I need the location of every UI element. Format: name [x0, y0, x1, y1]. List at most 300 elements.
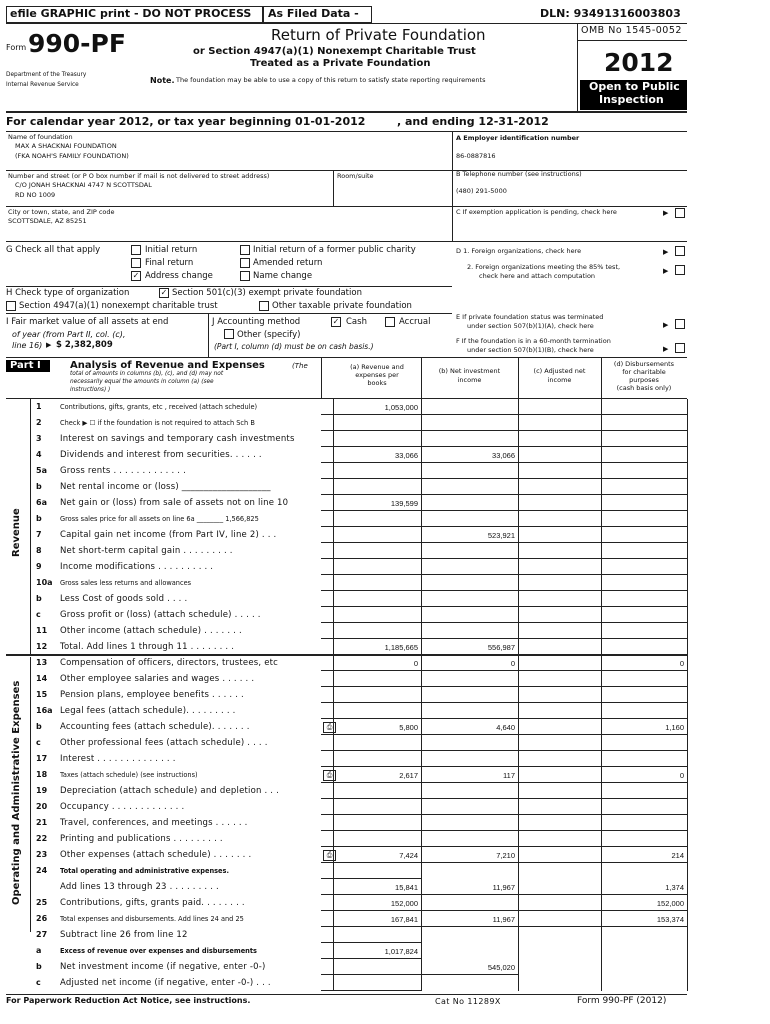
row-number: 11 [36, 626, 48, 635]
cell-col-a [333, 959, 421, 975]
cell-col-a [333, 703, 421, 719]
form-number: 990-PF [28, 29, 126, 58]
final-return-checkbox[interactable] [131, 258, 141, 268]
row-right-border [687, 639, 688, 655]
row-right-border [687, 399, 688, 415]
cell-col-d [601, 959, 687, 975]
cell-col-c [518, 703, 601, 719]
value-col-a: 1,185,665 [384, 643, 418, 652]
cell-col-d [601, 463, 687, 479]
j-label: J Accounting method [212, 317, 301, 327]
row-label: Capital gain net income (from Part IV, line 2) . . . [60, 530, 277, 540]
cell-col-c [518, 655, 601, 671]
row-right-border [687, 735, 688, 751]
value-col-a: 0 [413, 659, 418, 668]
col-a-header-3: books [367, 379, 387, 387]
cell-col-d [601, 415, 687, 431]
omb-number: OMB No 1545-0052 [581, 25, 682, 36]
part-tag: Part I [10, 360, 41, 371]
cell-col-a [333, 607, 421, 623]
cell-col-b [421, 943, 518, 959]
row-right-border [687, 847, 688, 863]
value-col-d: 153,374 [656, 915, 684, 924]
row-number: 13 [36, 658, 48, 667]
cell-col-d [601, 687, 687, 703]
row-right-border [687, 799, 688, 815]
exemption-pending-label: C If exemption application is pending, check here [456, 208, 617, 216]
cell-col-d [601, 607, 687, 623]
row-label: Net short-term capital gain . . . . . . . . . [60, 546, 233, 556]
dept-line2: Internal Revenue Service [6, 82, 79, 88]
cell-col-a [333, 863, 421, 879]
row-number: 14 [36, 674, 48, 683]
row-number: 6a [36, 498, 47, 507]
cell-col-a [333, 463, 421, 479]
cell-col-a [333, 591, 421, 607]
other-method-label: Other (specify) [237, 330, 301, 340]
cell-col-d [601, 767, 687, 783]
row-label: Travel, conferences, and meetings . . . . . . [60, 818, 248, 828]
cell-col-c [518, 879, 601, 895]
cell-col-c [518, 911, 601, 927]
cell-col-c [518, 559, 601, 575]
cell-col-c [518, 607, 601, 623]
row-number: b [36, 482, 42, 491]
row-right-border [687, 447, 688, 463]
row-label: Interest . . . . . . . . . . . . . . [60, 754, 176, 764]
cell-col-b [421, 591, 518, 607]
part-title-note: (The [292, 362, 308, 370]
cell-col-a [333, 751, 421, 767]
cell-col-c [518, 975, 601, 991]
row-right-border [687, 623, 688, 639]
address-change-label: Address change [145, 271, 213, 281]
f-label-1: F If the foundation is in a 60-month termination [456, 337, 611, 345]
note-label: Note. [150, 76, 175, 85]
cell-col-d [601, 479, 687, 495]
col-d-header-1: (d) Disbursements [613, 360, 675, 368]
cell-col-b [421, 543, 518, 559]
row-number: c [36, 978, 41, 987]
ein-value: 86-0887816 [456, 152, 496, 160]
row-number: 25 [36, 898, 48, 907]
cell-col-c [518, 543, 601, 559]
cell-col-b [421, 495, 518, 511]
cell-col-a [333, 655, 421, 671]
f-checkbox[interactable] [675, 343, 685, 353]
row-label: Other expenses (attach schedule) . . . . . . . [60, 850, 252, 860]
row-number: 21 [36, 818, 48, 827]
form-title: Return of Private Foundation [271, 26, 486, 44]
cell-col-c [518, 479, 601, 495]
side-revenue: Revenue [11, 508, 22, 557]
cell-col-c [518, 831, 601, 847]
d1-checkbox[interactable] [675, 246, 685, 256]
col-a-header-1: (a) Revenue and [350, 363, 404, 371]
cell-col-b [421, 463, 518, 479]
row-right-border [687, 943, 688, 959]
value-col-b: 7,210 [496, 851, 515, 860]
row-label: Interest on savings and temporary cash investments [60, 434, 295, 444]
cell-col-d [601, 575, 687, 591]
cell-col-d [601, 431, 687, 447]
e-checkbox[interactable] [675, 319, 685, 329]
col-d-header-4: (cash basis only) [616, 384, 672, 392]
h-501c3-checkbox[interactable]: ✓ [160, 288, 168, 297]
row-right-border [687, 463, 688, 479]
cell-col-a [333, 975, 421, 991]
row-number: 4 [36, 450, 42, 459]
value-col-b: 33,066 [492, 451, 515, 460]
cell-col-c [518, 591, 601, 607]
d1-label: D 1. Foreign organizations, check here [456, 247, 582, 255]
cell-col-b [421, 575, 518, 591]
room-label: Room/suite [337, 172, 374, 180]
cell-col-c [518, 671, 601, 687]
col-d-header-3: purposes [629, 376, 659, 384]
h-501c3-label: Section 501(c)(3) exempt private foundation [172, 288, 362, 298]
efile-text: efile GRAPHIC print - DO NOT PROCESS [10, 7, 252, 20]
cell-col-b [421, 799, 518, 815]
part-title: Analysis of Revenue and Expenses [70, 360, 265, 371]
value-col-a: 5,800 [399, 723, 418, 732]
row-number: 23 [36, 850, 48, 859]
cell-col-d [601, 671, 687, 687]
row-label: Gross sales price for all assets on line 6a ________ 1,566,825 [60, 515, 259, 523]
e-label-1: E If private foundation status was terminated [456, 313, 604, 321]
row-number: 26 [36, 914, 48, 923]
cell-col-d [601, 799, 687, 815]
arrow-icon: ▶ [663, 321, 669, 329]
row-right-border [687, 415, 688, 431]
cell-col-b [421, 863, 518, 879]
cash-label: Cash [346, 317, 367, 327]
value-col-d: 152,000 [656, 899, 684, 908]
cell-col-b [421, 623, 518, 639]
row-right-border [687, 575, 688, 591]
row-right-border [687, 831, 688, 847]
row-right-border [687, 911, 688, 927]
cell-col-c [518, 495, 601, 511]
value-col-b: 11,967 [492, 915, 515, 924]
cell-col-c [518, 527, 601, 543]
cell-col-c [518, 639, 601, 655]
row-label: Excess of revenue over expenses and disbursements [60, 947, 257, 955]
cell-col-b [421, 511, 518, 527]
value-col-a: 1,017,824 [384, 947, 418, 956]
cell-col-d [601, 943, 687, 959]
attachment-icon[interactable]: ⎙ [323, 850, 336, 861]
cell-col-c [518, 815, 601, 831]
cell-col-c [518, 399, 601, 415]
cell-col-d [601, 863, 687, 879]
filed-text: As Filed Data - [268, 7, 359, 20]
row-right-border [687, 783, 688, 799]
cell-col-a [333, 559, 421, 575]
row-right-border [687, 479, 688, 495]
footer-paperwork: For Paperwork Reduction Act Notice, see instructions. [6, 996, 251, 1005]
attachment-icon[interactable]: ⎙ [323, 722, 336, 733]
initial-return-checkbox[interactable] [131, 245, 141, 255]
cell-col-c [518, 799, 601, 815]
row-right-border [687, 959, 688, 975]
row-label: Net investment income (if negative, enter -0-) [60, 962, 266, 972]
street-line-1: C/O JONAH SHACKNAI 4747 N SCOTTSDAL [15, 181, 152, 189]
col-c-header-1: (c) Adjusted net [533, 367, 586, 375]
value-col-d: 0 [679, 771, 684, 780]
value-col-b: 523,921 [487, 531, 515, 540]
cell-col-c [518, 463, 601, 479]
row-right-border [687, 687, 688, 703]
cell-col-b [421, 431, 518, 447]
row-right-border [687, 511, 688, 527]
j-note: (Part I, column (d) must be on cash basis.) [214, 342, 374, 351]
cell-col-b [421, 671, 518, 687]
row-label: Total. Add lines 1 through 11 . . . . . . . . [60, 642, 235, 652]
row-label: Total expenses and disbursements. Add lines 24 and 25 [60, 915, 244, 923]
row-number: 27 [36, 930, 48, 939]
row-label: Dividends and interest from securities. . . . . . [60, 450, 262, 460]
row-label: Subtract line 26 from line 12 [60, 930, 188, 940]
value-col-b: 117 [503, 771, 515, 780]
exemption-pending-checkbox[interactable] [675, 208, 685, 218]
part-desc-1: total of amounts in columns (b), (c), and (d) may not [70, 371, 224, 377]
cell-col-b [421, 895, 518, 911]
cell-col-b [421, 687, 518, 703]
row-number: 8 [36, 546, 42, 555]
arrow-icon: ▶ [46, 341, 52, 349]
cell-col-d [601, 831, 687, 847]
arrow-icon: ▶ [663, 209, 669, 217]
cell-col-c [518, 767, 601, 783]
row-label: Gross profit or (loss) (attach schedule) . . . . . [60, 610, 261, 620]
cell-col-d [601, 639, 687, 655]
row-right-border [687, 431, 688, 447]
value-col-a: 15,841 [395, 883, 418, 892]
row-right-border [687, 527, 688, 543]
form-subtitle-1: or Section 4947(a)(1) Nonexempt Charitable Trust [193, 46, 476, 57]
arrow-icon: ▶ [663, 248, 669, 256]
value-col-a: 33,066 [395, 451, 418, 460]
form-subtitle-2: Treated as a Private Foundation [250, 58, 431, 69]
row-label: Check ▶ ☐ if the foundation is not required to attach Sch B [60, 419, 255, 427]
row-right-border [687, 543, 688, 559]
row-number: c [36, 738, 41, 747]
row-label: Taxes (attach schedule) (see instructions) [60, 771, 198, 779]
row-right-border [687, 975, 688, 991]
row-number: 18 [36, 770, 48, 779]
row-number: b [36, 594, 42, 603]
cell-col-c [518, 863, 601, 879]
row-label: Adjusted net income (if negative, enter -0-) . . . [60, 978, 271, 988]
fair-market-value: $ 2,382,809 [56, 340, 113, 350]
row-label: Printing and publications . . . . . . . . . [60, 834, 223, 844]
row-right-border [687, 815, 688, 831]
city-label: City or town, state, and ZIP code [8, 208, 115, 216]
value-col-a: 167,841 [390, 915, 418, 924]
cell-col-c [518, 895, 601, 911]
cell-col-a [333, 671, 421, 687]
tax-year: 2012 [604, 48, 674, 77]
accrual-label: Accrual [399, 317, 431, 327]
h-other-checkbox[interactable] [259, 301, 269, 311]
final-return-label: Final return [145, 258, 194, 268]
foundation-name-2: (FKA NOAH'S FAMILY FOUNDATION) [15, 152, 129, 160]
cell-col-c [518, 431, 601, 447]
cell-col-d [601, 623, 687, 639]
cell-col-d [601, 655, 687, 671]
cell-col-d [601, 543, 687, 559]
cell-col-a [333, 735, 421, 751]
cell-col-b [421, 751, 518, 767]
cell-col-b [421, 655, 518, 671]
ein-label: A Employer identification number [456, 134, 580, 142]
name-change-checkbox[interactable] [240, 271, 250, 281]
form-prefix: Form [6, 43, 27, 52]
cell-col-b [421, 399, 518, 415]
row-label: Other income (attach schedule) . . . . . . . [60, 626, 242, 636]
calendar-ending: , and ending 12-31-2012 [397, 115, 549, 128]
cell-col-d [601, 559, 687, 575]
cell-col-a [333, 575, 421, 591]
cell-col-a [333, 687, 421, 703]
row-label: Gross rents . . . . . . . . . . . . . [60, 466, 186, 476]
row-label: Net rental income or (loss) ____________________ [60, 482, 271, 492]
row-number: 12 [36, 642, 48, 651]
row-label: Occupancy . . . . . . . . . . . . . [60, 802, 185, 812]
value-col-b: 11,967 [492, 883, 515, 892]
col-c-header-2: income [547, 376, 572, 384]
row-label: Legal fees (attach schedule). . . . . . . . . [60, 706, 236, 716]
note-text: The foundation may be able to use a copy of this return to satisfy state reporting requirements [176, 76, 486, 84]
cell-col-b [421, 479, 518, 495]
attachment-icon[interactable]: ⎙ [323, 770, 336, 781]
cell-col-a [333, 783, 421, 799]
cell-col-c [518, 511, 601, 527]
name-label: Name of foundation [8, 133, 73, 141]
row-number: b [36, 962, 42, 971]
row-right-border [687, 767, 688, 783]
row-label: Pension plans, employee benefits . . . . . . [60, 690, 244, 700]
row-label: Accounting fees (attach schedule). . . . . . . [60, 722, 250, 732]
cell-col-b [421, 927, 518, 943]
part-desc-3: instructions) ) [70, 387, 111, 393]
row-number: 2 [36, 418, 42, 427]
row-number: 17 [36, 754, 48, 763]
cell-col-a [333, 431, 421, 447]
cell-col-b [421, 831, 518, 847]
cell-col-c [518, 687, 601, 703]
cell-col-c [518, 927, 601, 943]
row-number: 9 [36, 562, 42, 571]
d2-checkbox[interactable] [675, 265, 685, 275]
row-right-border [687, 607, 688, 623]
cell-col-d [601, 495, 687, 511]
accrual-checkbox[interactable] [385, 317, 395, 327]
open-line2: Inspection [599, 93, 664, 106]
row-number: 5a [36, 466, 47, 475]
row-number: 16a [36, 706, 53, 715]
initial-return-label: Initial return [145, 245, 198, 255]
row-number: 22 [36, 834, 48, 843]
row-label: Total operating and administrative expenses. [60, 867, 229, 875]
initial-former-label: Initial return of a former public charity [253, 245, 416, 255]
calendar-year-line: For calendar year 2012, or tax year beginning 01-01-2012 [6, 115, 366, 128]
cell-col-a [333, 623, 421, 639]
cell-col-d [601, 783, 687, 799]
cell-col-c [518, 751, 601, 767]
cell-col-c [518, 847, 601, 863]
city-value: SCOTTSDALE, AZ 85251 [8, 217, 87, 225]
cell-col-d [601, 399, 687, 415]
cell-col-c [518, 623, 601, 639]
cash-checkbox[interactable]: ✓ [332, 317, 340, 326]
row-right-border [687, 495, 688, 511]
amended-return-label: Amended return [253, 258, 323, 268]
footer-cat-number: Cat No 11289X [435, 997, 501, 1006]
e-label-2: under section 507(b)(1)(A), check here [467, 322, 594, 330]
cell-col-a [333, 799, 421, 815]
cell-col-a [333, 511, 421, 527]
h-4947-label: Section 4947(a)(1) nonexempt charitable trust [19, 301, 218, 311]
row-number: 20 [36, 802, 48, 811]
row-label: Contributions, gifts, grants, etc , received (attach schedule) [60, 403, 258, 411]
value-col-b: 556,987 [487, 643, 515, 652]
row-number: 15 [36, 690, 48, 699]
cell-col-d [601, 447, 687, 463]
initial-former-checkbox[interactable] [240, 245, 250, 255]
value-col-b: 545,020 [487, 963, 515, 972]
row-label: Other employee salaries and wages . . . . . . [60, 674, 255, 684]
cell-col-a [333, 815, 421, 831]
open-line1: Open to Public [589, 80, 680, 93]
cell-col-a [333, 831, 421, 847]
street-label: Number and street (or P O box number if mail is not delivered to street address) [8, 172, 270, 180]
cell-col-a [333, 527, 421, 543]
cell-col-d [601, 751, 687, 767]
col-b-header-1: (b) Net investment [438, 367, 501, 375]
row-number: 1 [36, 402, 42, 411]
row-label: Other professional fees (attach schedule) . . . . [60, 738, 268, 748]
amended-return-checkbox[interactable] [240, 258, 250, 268]
value-col-a: 139,599 [390, 499, 418, 508]
row-number: 19 [36, 786, 48, 795]
cell-col-d [601, 511, 687, 527]
row-number: 10a [36, 578, 53, 587]
phone-label: B Telephone number (see instructions) [456, 170, 582, 178]
cell-col-d [601, 815, 687, 831]
cell-col-a [333, 415, 421, 431]
cell-col-c [518, 719, 601, 735]
cell-col-d [601, 735, 687, 751]
other-method-checkbox[interactable] [224, 329, 234, 339]
part-desc-2: necessarily equal the amounts in column (a) (see [70, 379, 214, 385]
value-col-a: 2,617 [399, 771, 418, 780]
cell-col-d [601, 527, 687, 543]
row-right-border [687, 703, 688, 719]
h-4947-checkbox[interactable] [6, 301, 16, 311]
h-label: H Check type of organization [6, 288, 130, 298]
address-change-checkbox[interactable]: ✓ [132, 271, 140, 280]
row-label: Less Cost of goods sold . . . . [60, 594, 188, 604]
row-label: Add lines 13 through 23 . . . . . . . . . [60, 882, 219, 892]
phone-value: (480) 291-5000 [456, 187, 507, 195]
cell-col-b [421, 975, 518, 991]
row-right-border [687, 751, 688, 767]
i-line-1: I Fair market value of all assets at end [6, 317, 169, 327]
cell-col-c [518, 415, 601, 431]
d2-label-2: check here and attach computation [479, 272, 596, 280]
